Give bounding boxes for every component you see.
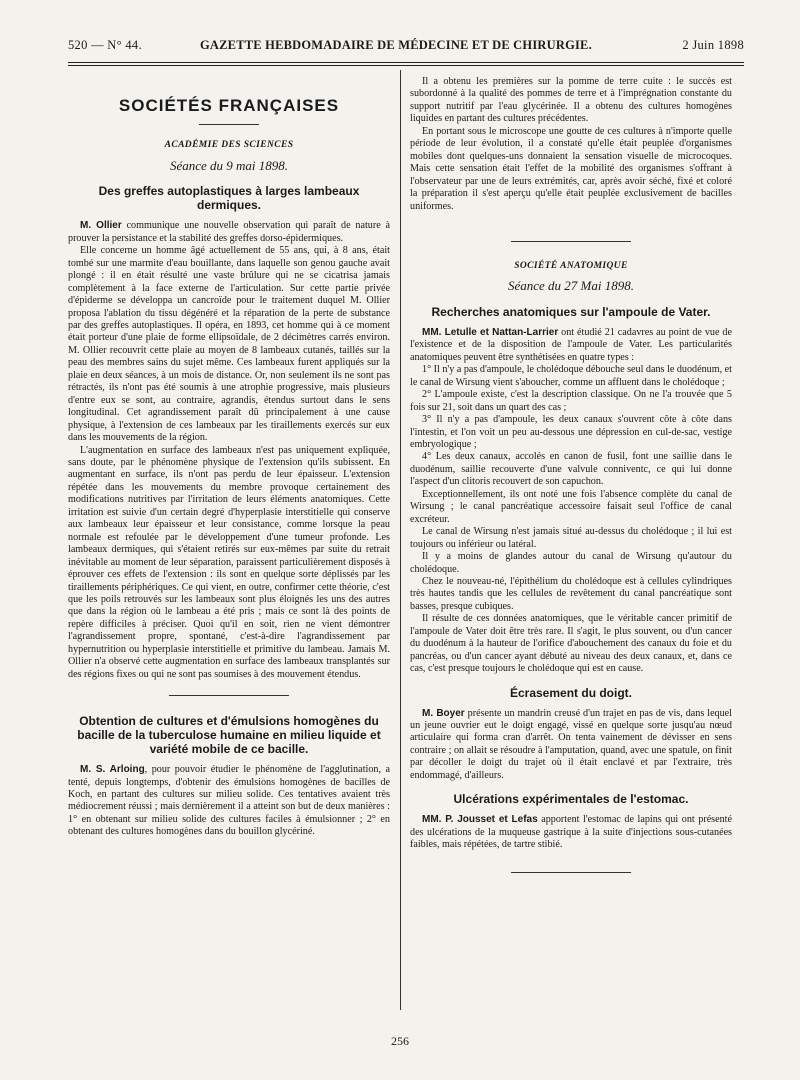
article-paragraph: M. Boyer présente un mandrin creusé d'un trajet en pas de vis, dans lequel un jeune ouvrier eut le doigt engagé, vissé en quelque sorte jusqu'au nœud articulaire qui forma cran d'arrêt. On tenta vainement de dévisser en sens contraire ; on allait se résoudre à l'amputation, quand, avec une spatule, on finit par décoller le doigt du trajet où il était enclavé et par l'extraire, très endommagé, d'ailleurs. [410,707,732,781]
header-journal-title: GAZETTE HEBDOMADAIRE DE MÉDECINE ET DE CHIRURGIE. [200,38,592,52]
section-separator [511,241,631,242]
article-paragraph: Elle concerne un homme âgé actuellement de 55 ans, qui, à 8 ans, était tombé sur une marmite d'eau bouillante, dans laquelle son genou gauche avait plongé : il en était résulté une vaste brûlure qui ne se cicatrisa jamais complètement à la face externe de l'articulation. Sur cette partie privée d'épiderme se développa un cancroïde pour le traitement duquel M. Ollier proposa l'ablation du tissu dégénéré et la réparation de la perte de substance par des greffes autoplastiques. Il opéra, en 1893, cet homme qui à ce moment était porteur d'une plaie de forme ellipsoïdale, de 2 décimètres carrés environ. M. Ollier recouvrit cette plaie au moyen de 8 lambeaux cutanés, taillés sur la peau des membres sains du sujet même. Ces lambeaux furent appliqués sur la plaie en deux séances, à un mois de distance. Or, non seulement ils ne sont pas rétractés, ils n'ont pas été soumis à une atrophie progressive, mais plusieurs d'entre eux se sont, au contraire, agrandis, étendus surtout dans le sens longitudinal. Cet agrandissement paraît dû principalement à une cause physique, à l'extension de ces lambeaux par les tiraillements exercés sur eux dans les mouvements de la région. [68,245,390,444]
author-lead: M. S. Arloing [80,764,145,776]
society-heading: SOCIÉTÉ ANATOMIQUE [514,260,628,271]
left-column [68,76,390,839]
section-rule [199,124,259,125]
article-paragraph: MM. P. Jousset et Lefas apportent l'estomac de lapins qui ont présenté des ulcérations de la muqueuse gastrique à la suite d'injections sous-cutanées faibles, mais répétées, de tartre stibié. [410,814,732,851]
article-paragraph: L'augmentation en surface des lambeaux n'est pas uniquement expliquée, sans doute, par le phénomène physique de l'extension qu'ils subissent. En augmentant en surface, ils n'ont pas perdu de leur épaisseur. L'extension répétée dans les mouvements du membre provoque certainement des modifications nutritives par l'irritation de leurs éléments anatomiques. Cette irritation est suivie d'un certain degré d'hyperplasie interstitielle qui conserve aux lambeaux leur épaisseur et leur consistance, comme lorsque la peau normale est refoulée par le développement d'une tumeur profonde. Les lambeaux dermiques, qui s'étaient retirés sur eux-mêmes par suite du retrait inévitable au moment de leur séparation, paraissent particulièrement disposés à éprouver ces effets de l'extension : ils sont en quelque sorte déplissés par les tiraillements périphériques. Ce qui vient, en outre, confirmer cette théorie, c'est que les poils retrouvés sur les lambeaux sont plus éloignés les uns des autres que dans la région où le lambeau a été pris ; mais ce sont là des points de repère difficiles à préciser. Quoi qu'il en soit, rien ne vient démontrer l'agrandissement propre, spontané, c'est-à-dire l'agrandissement par hypernutrition ou hyperplasie interstitielle et primitive du lambeau. Jamais M. Ollier n'a observé cette augmentation en surface des lambeaux transplantés sur des régions fixes ou qui ne sont pas soumises à des mouvement étendus. [68,444,390,680]
right-column [410,76,732,891]
article-separator [169,695,289,696]
seance-date: Séance du 9 mai 1898. [169,157,289,173]
header-page-issue: 520 — N° 44. [68,38,142,52]
society-heading: ACADÉMIE DES SCIENCES [164,140,294,151]
article-paragraph: Chez le nouveau-né, l'épithélium du cholédoque est à cellules cylindriques très hautes tandis que les cellules de revêtement du canal pancréatique sont basses, presque cubiques. [410,575,732,612]
article-title-greffes: Des greffes autoplastiques à larges lambeaux dermiques. [98,184,360,213]
article-paragraph: Il a obtenu les premières sur la pomme de terre cuite : le succès est subordonné à la qualité des pommes de terre et à l'imprégnation constante du support nutritif par l'eau glycérinée. Il a obtenu des cultures homogènes liquides en partant des cultures précédentes. [410,76,732,125]
author-lead: MM. Letulle et Nattan-Larrier [422,326,559,338]
article-title-ecrasement: Écrasement du doigt. [509,685,633,700]
article-title-ulcerations: Ulcérations expérimentales de l'estomac. [453,792,689,807]
article-paragraph: Il y a moins de glandes autour du canal de Wirsung qu'autour du cholédoque. [410,551,732,575]
article-title-ampoule: Recherches anatomiques sur l'ampoule de Vater. [431,304,711,319]
article-paragraph: 1° Il n'y a pas d'ampoule, le cholédoque débouche seul dans le duodénum, et le canal de Wirsung vient s'aboucher, comme un affluent dans le cholédoque ; [410,364,732,388]
article-paragraph: Exceptionnellement, ils ont noté une fois l'absence complète du canal de Wirsung ; le canal pancréatique accessoire faisait seul l'office de canal excréteur. [410,488,732,525]
header-date: 2 Juin 1898 [682,38,744,52]
author-lead: M. Boyer [422,707,465,719]
article-paragraph: 2° L'ampoule existe, c'est la description classique. On ne l'a trouvée que 5 fois sur 21, soit dans un quart des cas ; [410,389,732,413]
article-paragraph: 4° Les deux canaux, accolés en canon de fusil, font une saillie dans le duodénum, saillie recouverte d'une valvule conniventc, ce qui lui donne l'aspect d'un clitoris recouvert de son capuchon. [410,451,732,488]
author-lead: M. Ollier [80,220,122,232]
running-header [68,38,744,56]
end-rule [511,872,631,873]
article-paragraph: En portant sous le microscope une goutte de ces cultures à n'importe quelle période de leur évolution, il a constaté qu'elle était peuplée d'organismes mobiles dont quelques-uns donnaient la sensation visuelle de microcoques. Mais cette sensation était l'effet de la mobilité des organismes s'offrant à l'observateur par une de leurs extrémités, car, après avoir séché, fixé et coloré la préparation il s'est aperçu qu'elle était peuplée exclusivement de bacilles uniformes. [410,125,732,212]
article-paragraph: Il résulte de ces données anatomiques, que le véritable cancer primitif de l'ampoule de Vater doit être très rare. Il s'agit, le plus souvent, ou d'un cancer du duodénum à la hauteur de l'orifice d'abouchement des canaux du foie et du pancréas, ou d'un cancer ayant débuté au niveau des deux canaux, et, dans ce cas, c'est presque toujours le cholédoque qui est en cause. [410,613,732,675]
article-paragraph: MM. Letulle et Nattan-Larrier ont étudié 21 cadavres au point de vue de l'existence et de la disposition de l'ampoule de Vater. Les particularités anatomiques peuvent être synthétisées en quatre types : [410,326,732,363]
section-title: SOCIÉTÉS FRANÇAISES [118,96,340,115]
article-paragraph: M. Ollier communique une nouvelle observation qui paraît de nature à prouver la persistance et la stabilité des greffes dorso-épidermiques. [68,220,391,244]
article-title-cultures: Obtention de cultures et d'émulsions homogènes du bacille de la tuberculose humaine en milieu liquide et variété mobile de ce bacille. [77,714,381,757]
seance-date: Séance du 27 Mai 1898. [507,278,634,294]
column-separator [400,70,401,1010]
article-paragraph: Le canal de Wirsung n'est jamais situé au-dessus du cholédoque ; il lui est toujours ou inférieur ou latéral. [410,526,732,550]
header-rule [68,62,744,63]
header-rule-double [68,65,744,66]
author-lead: MM. P. Jousset et Lefas [422,814,538,826]
article-paragraph: 3° Il n'y a pas d'ampoule, les deux canaux s'ouvrent côte à côte dans l'intestin, et l'on voit un peu au-dessous une dépression en cul-de-sac, vestige embryologique ; [410,414,732,450]
article-paragraph: M. S. Arloing, pour pouvoir étudier le phénomène de l'agglutination, a tenté, depuis longtemps, d'obtenir des émulsions homogènes de bacilles de Koch, en partant des cultures sur milieu solide. Ces tentatives avaient très médiocrement réussi ; mais dernièrement il a atteint son but de deux manières : 1° en obtenant sur milieu solide des cultures faciles à émulsionner ; 2° en obtenant des cultures homogènes dans du bouillon glycériné. [68,764,390,838]
page-number: 256 [391,1034,409,1048]
